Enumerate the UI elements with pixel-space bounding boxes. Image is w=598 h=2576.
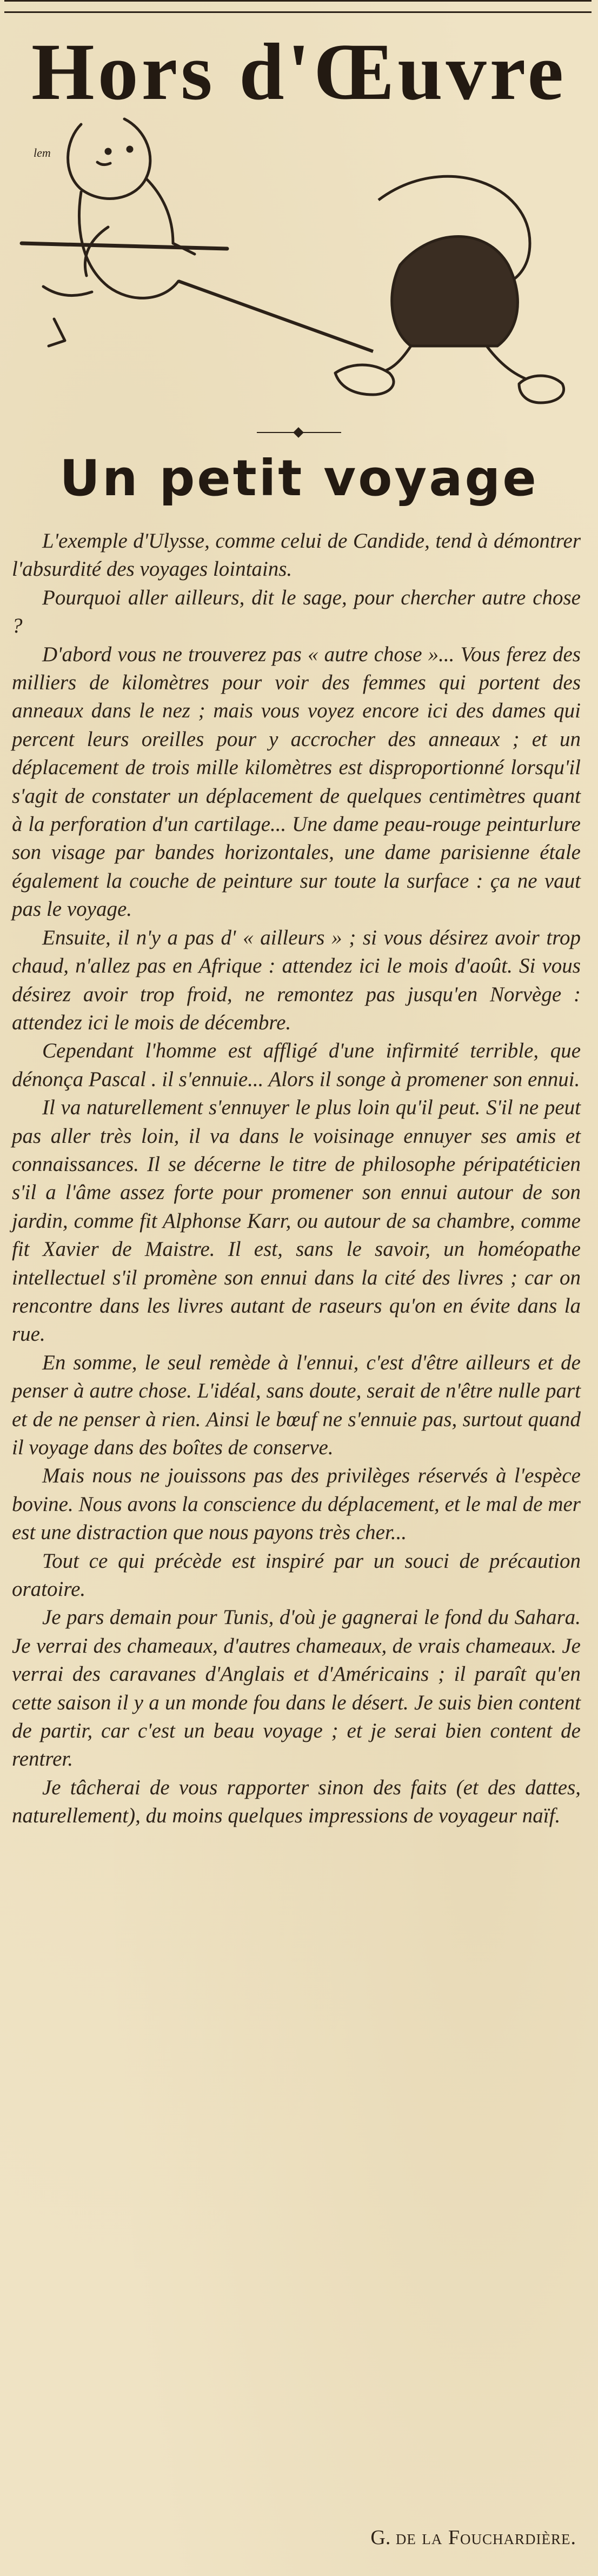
article-paragraph: D'abord vous ne trouverez pas « autre chose »... Vous ferez des milliers de kilomètres pour voir des femmes qui portent des anneaux dans le nez ; mais vous voyez encore ici des dames qui percent leurs oreilles pour y accrocher des anneaux ; et un déplacement de trois mille kilomètres est disproportionné lorsqu'il s'agit de constater un déplacement de quelques centimètres quant à la perforation d'un cartilage... Une dame peau-rouge peinturlure son visage par bandes horizontales, une dame parisienne étale également la couche de peinture sur toute la surface : ça ne vaut pas le voyage.	[12, 642, 581, 921]
article-paragraph: Tout ce qui précède est inspiré par un souci de précaution oratoire.	[12, 1549, 581, 1601]
spear	[178, 281, 373, 351]
artist-mark: lem	[34, 146, 51, 159]
author-name: de la Fouchardière.	[395, 2526, 576, 2549]
article-paragraph: Pourquoi aller ailleurs, dit le sage, pour chercher autre chose ?	[12, 585, 581, 638]
section-divider	[0, 427, 598, 443]
crouching-figure	[335, 237, 564, 403]
article-paragraph: Cependant l'homme est affligé d'une infirmité terrible, que dénonça Pascal . il s'ennuie... Alors il songe à promener son ennui.	[12, 1039, 581, 1091]
author-initial: G.	[370, 2526, 391, 2549]
standing-figure	[22, 119, 227, 346]
article-paragraph: Je tâcherai de vous rapporter sinon des faits (et des dattes, naturellement), du moins quelques impressions de voyageur naïf.	[12, 1775, 581, 1828]
author-signature	[370, 2524, 576, 2552]
masthead-border	[4, 0, 592, 13]
article-paragraph: L'exemple d'Ulysse, comme celui de Candide, tend à démontrer l'absurdité des voyages lointains.	[12, 529, 581, 581]
article-paragraph: En somme, le seul remède à l'ennui, c'est d'être ailleurs et de penser à autre chose. L'idéal, sans doute, serait de n'être nulle part et de ne penser à rien. Ainsi le bœuf ne s'ennuie pas, surtout quand il voyage dans des boîtes de conserve.	[12, 1350, 581, 1459]
divider-diamond-icon	[293, 427, 304, 438]
article-paragraph: Ensuite, il n'y a pas d' « ailleurs » ; si vous désirez avoir trop chaud, n'allez pas en Afrique : attendez ici le mois d'août. Si vous désirez avoir trop froid, ne remontez pas jusqu'en Norvège : attendez ici le mois de décembre.	[12, 926, 581, 1034]
headline: Un petit voyage	[59, 449, 539, 507]
caricature-illustration	[0, 92, 598, 438]
article-paragraph: Il va naturellement s'ennuyer le plus loin qu'il peut. S'il ne peut pas aller très loin, il va dans le voisinage ennuyer ses amis et connaissances. Il se décerne le titre de philosophe péripatéticien s'il a l'âme assez forte pour promener son ennui autour de son jardin, comme fit Alphonse Karr, ou autour de sa chambre, comme fit Xavier de Maistre. Il est, sans le savoir, un homéopathe intellectuel s'il promène son ennui dans la cité des livres ; car on rencontre dans les livres autant de raseurs qu'on en évite dans la rue.	[12, 1096, 581, 1346]
masthead	[0, 0, 598, 422]
article-paragraph: Mais nous ne jouissons pas des privilèges réservés à l'espèce bovine. Nous avons la conscience du déplacement, et le mal de mer est une distraction que nous payons très cher...	[12, 1464, 581, 1545]
article-paragraph: Je pars demain pour Tunis, d'où je gagnerai le fond du Sahara. Je verrai des chameaux, d'autres chameaux, de vrais chameaux. Je verrai des caravanes d'Anglais et d'Américains ; il paraît qu'en cette saison il y a un monde fou dans le désert. Je suis bien content de partir, car c'est un beau voyage ; et je serai bien content de rentrer.	[12, 1606, 581, 1771]
article-body	[12, 527, 581, 2560]
masthead-title: Hors d'Œuvre	[31, 27, 567, 117]
